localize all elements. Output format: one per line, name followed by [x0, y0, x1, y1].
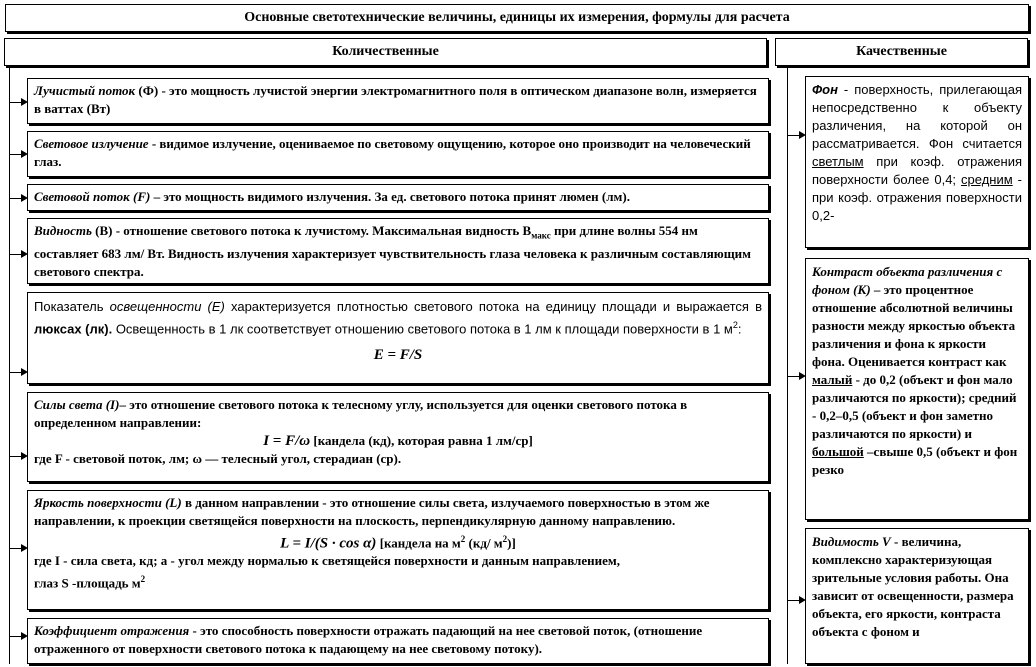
- visibility-box: [805, 528, 1029, 664]
- surface-luminance-box: [27, 490, 769, 610]
- luminous-intensity-legend: где F - световой поток, лм; ω — телесный угол, стерадиан (ср).: [34, 451, 402, 466]
- surface-luminance-sup1: 2: [460, 534, 466, 544]
- reflectance-box: [27, 618, 769, 664]
- contrast-term: Контраст объекта различения с фоном (К): [812, 264, 1003, 297]
- surface-luminance-note-end: )]: [507, 535, 516, 551]
- illuminance-p4: :: [737, 321, 742, 337]
- contrast-p2: - до 0,2 (объект и фон мало различаются по яркости); средний - 0,2–0,5 (объект и фон заметно различаются по яркости) и: [812, 372, 1017, 441]
- visibility-ratio-text-a: (В) - отношение светового потока к лучистому. Максимальная видность В: [91, 223, 532, 238]
- surface-luminance-legend: где I - сила света, кд; а - угол между нормалью к светящейся поверхности и данным направлением,: [34, 553, 620, 569]
- background-u2: средним: [961, 172, 1013, 187]
- light-emission-box: [27, 131, 769, 177]
- radiant-flux-term: Лучистый поток: [34, 83, 136, 98]
- luminous-intensity-formula-note: [кандела (кд), которая равна 1 лм/ср]: [310, 433, 533, 448]
- contrast-u1: малый: [812, 372, 853, 387]
- luminous-intensity-formula: I = F/ω: [263, 433, 311, 449]
- illuminance-p2: характеризуется плотностью светового потока на единицу площади и выражается в: [224, 299, 762, 314]
- title-box: [5, 4, 1029, 32]
- background-p2: при коэф. отражения поверхности более 0,4;: [812, 154, 1022, 187]
- surface-luminance-text: в данном направлении - это отношение силы света, излучаемого поверхностью в этом же направлении, к проекции светящейся поверхности на плоскость, перпендикулярную данному направлению.: [34, 495, 710, 528]
- illuminance-unit: люксах (лк).: [34, 321, 113, 337]
- luminous-flux-text: – это мощность видимого излучения. За ед. светового потока принят люмен (лм).: [150, 189, 630, 204]
- visibility-term: Видимость V: [812, 534, 891, 549]
- contrast-p3: –свыше 0,5 (объект и фон резко: [812, 444, 1018, 477]
- qualitative-header: [775, 38, 1028, 66]
- visibility-ratio-text-b: при длине волны 554 нм составляет 683 лм/ Вт. Видность излучения характеризует чувствительность глаза человека к различным составляющим светового спектра.: [34, 223, 752, 279]
- contrast-u2: большой: [812, 444, 864, 459]
- quantitative-header-label: Количественные: [332, 44, 439, 59]
- quantitative-header: [4, 38, 767, 66]
- illuminance-box: [27, 292, 769, 384]
- surface-luminance-note-mid: (кд/ м: [465, 535, 503, 551]
- luminous-flux-term: Световой поток (F): [34, 189, 151, 204]
- visibility-ratio-term: Видность: [34, 223, 92, 238]
- illuminance-term: освещенности (E): [109, 299, 225, 314]
- reflectance-text: - это способность поверхности отражать падающий на нее световой поток, (отношение отраженного от поверхности светового потока к падающему на нее световому потоку).: [34, 623, 703, 656]
- illuminance-p1: Показатель: [34, 299, 110, 314]
- background-box: [805, 76, 1029, 248]
- background-term: Фон: [812, 82, 838, 97]
- surface-luminance-sup2: 2: [502, 534, 508, 544]
- visibility-ratio-box: [27, 218, 769, 284]
- qualitative-header-label: Качественные: [856, 44, 947, 59]
- visibility-ratio-sub: макс: [531, 230, 551, 241]
- visibility-text: - величина, комплексно характеризующая зрительные условия работы. Она зависит от освещенности, размера объекта, его яркости, контраста объекта с фоном и: [812, 534, 1014, 639]
- surface-luminance-legend2-sup: 2: [140, 574, 146, 585]
- reflectance-term: Коэффициент отражения: [34, 623, 190, 638]
- background-u1: светлым: [812, 154, 864, 169]
- illuminance-sup: 2: [732, 320, 738, 330]
- background-p3: - при коэф. отражения поверхности 0,2-: [812, 172, 1022, 223]
- radiant-flux-box: [27, 78, 769, 124]
- light-emission-text: - видимое излучение, оцениваемое по световому ощущению, которое оно производит на человеческий глаз.: [34, 136, 751, 169]
- illuminance-p3: Освещенность в 1 лк соответствует отношению светового потока в 1 лм к площади поверхности в 1 м: [112, 321, 733, 337]
- luminous-flux-box: [27, 184, 769, 211]
- surface-luminance-legend2: глаз S -площадь м: [34, 575, 141, 591]
- radiant-flux-text: (Ф) - это мощность лучистой энергии электромагнитного поля в оптическом диапазоне волн, измеряется в ваттах (Вт): [34, 83, 757, 116]
- illuminance-formula: E = F/S: [373, 347, 423, 364]
- contrast-box: [805, 258, 1029, 520]
- left-connector-line: [9, 68, 10, 664]
- surface-luminance-term: Яркость поверхности (L): [34, 495, 182, 510]
- title-text: Основные светотехнические величины, единицы их измерения, формулы для расчета: [244, 10, 790, 25]
- luminous-intensity-text: – это отношение светового потока к телесному углу, используется для оценки светового потока в определенном направлении:: [34, 397, 688, 430]
- surface-luminance-formula: L = I/(S · cos α): [280, 535, 377, 552]
- luminous-intensity-box: [27, 392, 769, 482]
- luminous-intensity-term: Силы света (I): [34, 397, 120, 412]
- background-p1: - поверхность, прилегающая непосредственно к объекту различения, на которой он рассматривается. Фон считается: [812, 82, 1022, 151]
- contrast-p1: – это процентное отношение абсолютной величины разности между яркостью объекта различения и фона к яркости фона. Оценивается контраст как: [812, 282, 1016, 369]
- light-emission-term: Световое излучение: [34, 136, 149, 151]
- surface-luminance-note: [кандела на м: [376, 535, 461, 551]
- right-connector-line: [787, 68, 788, 664]
